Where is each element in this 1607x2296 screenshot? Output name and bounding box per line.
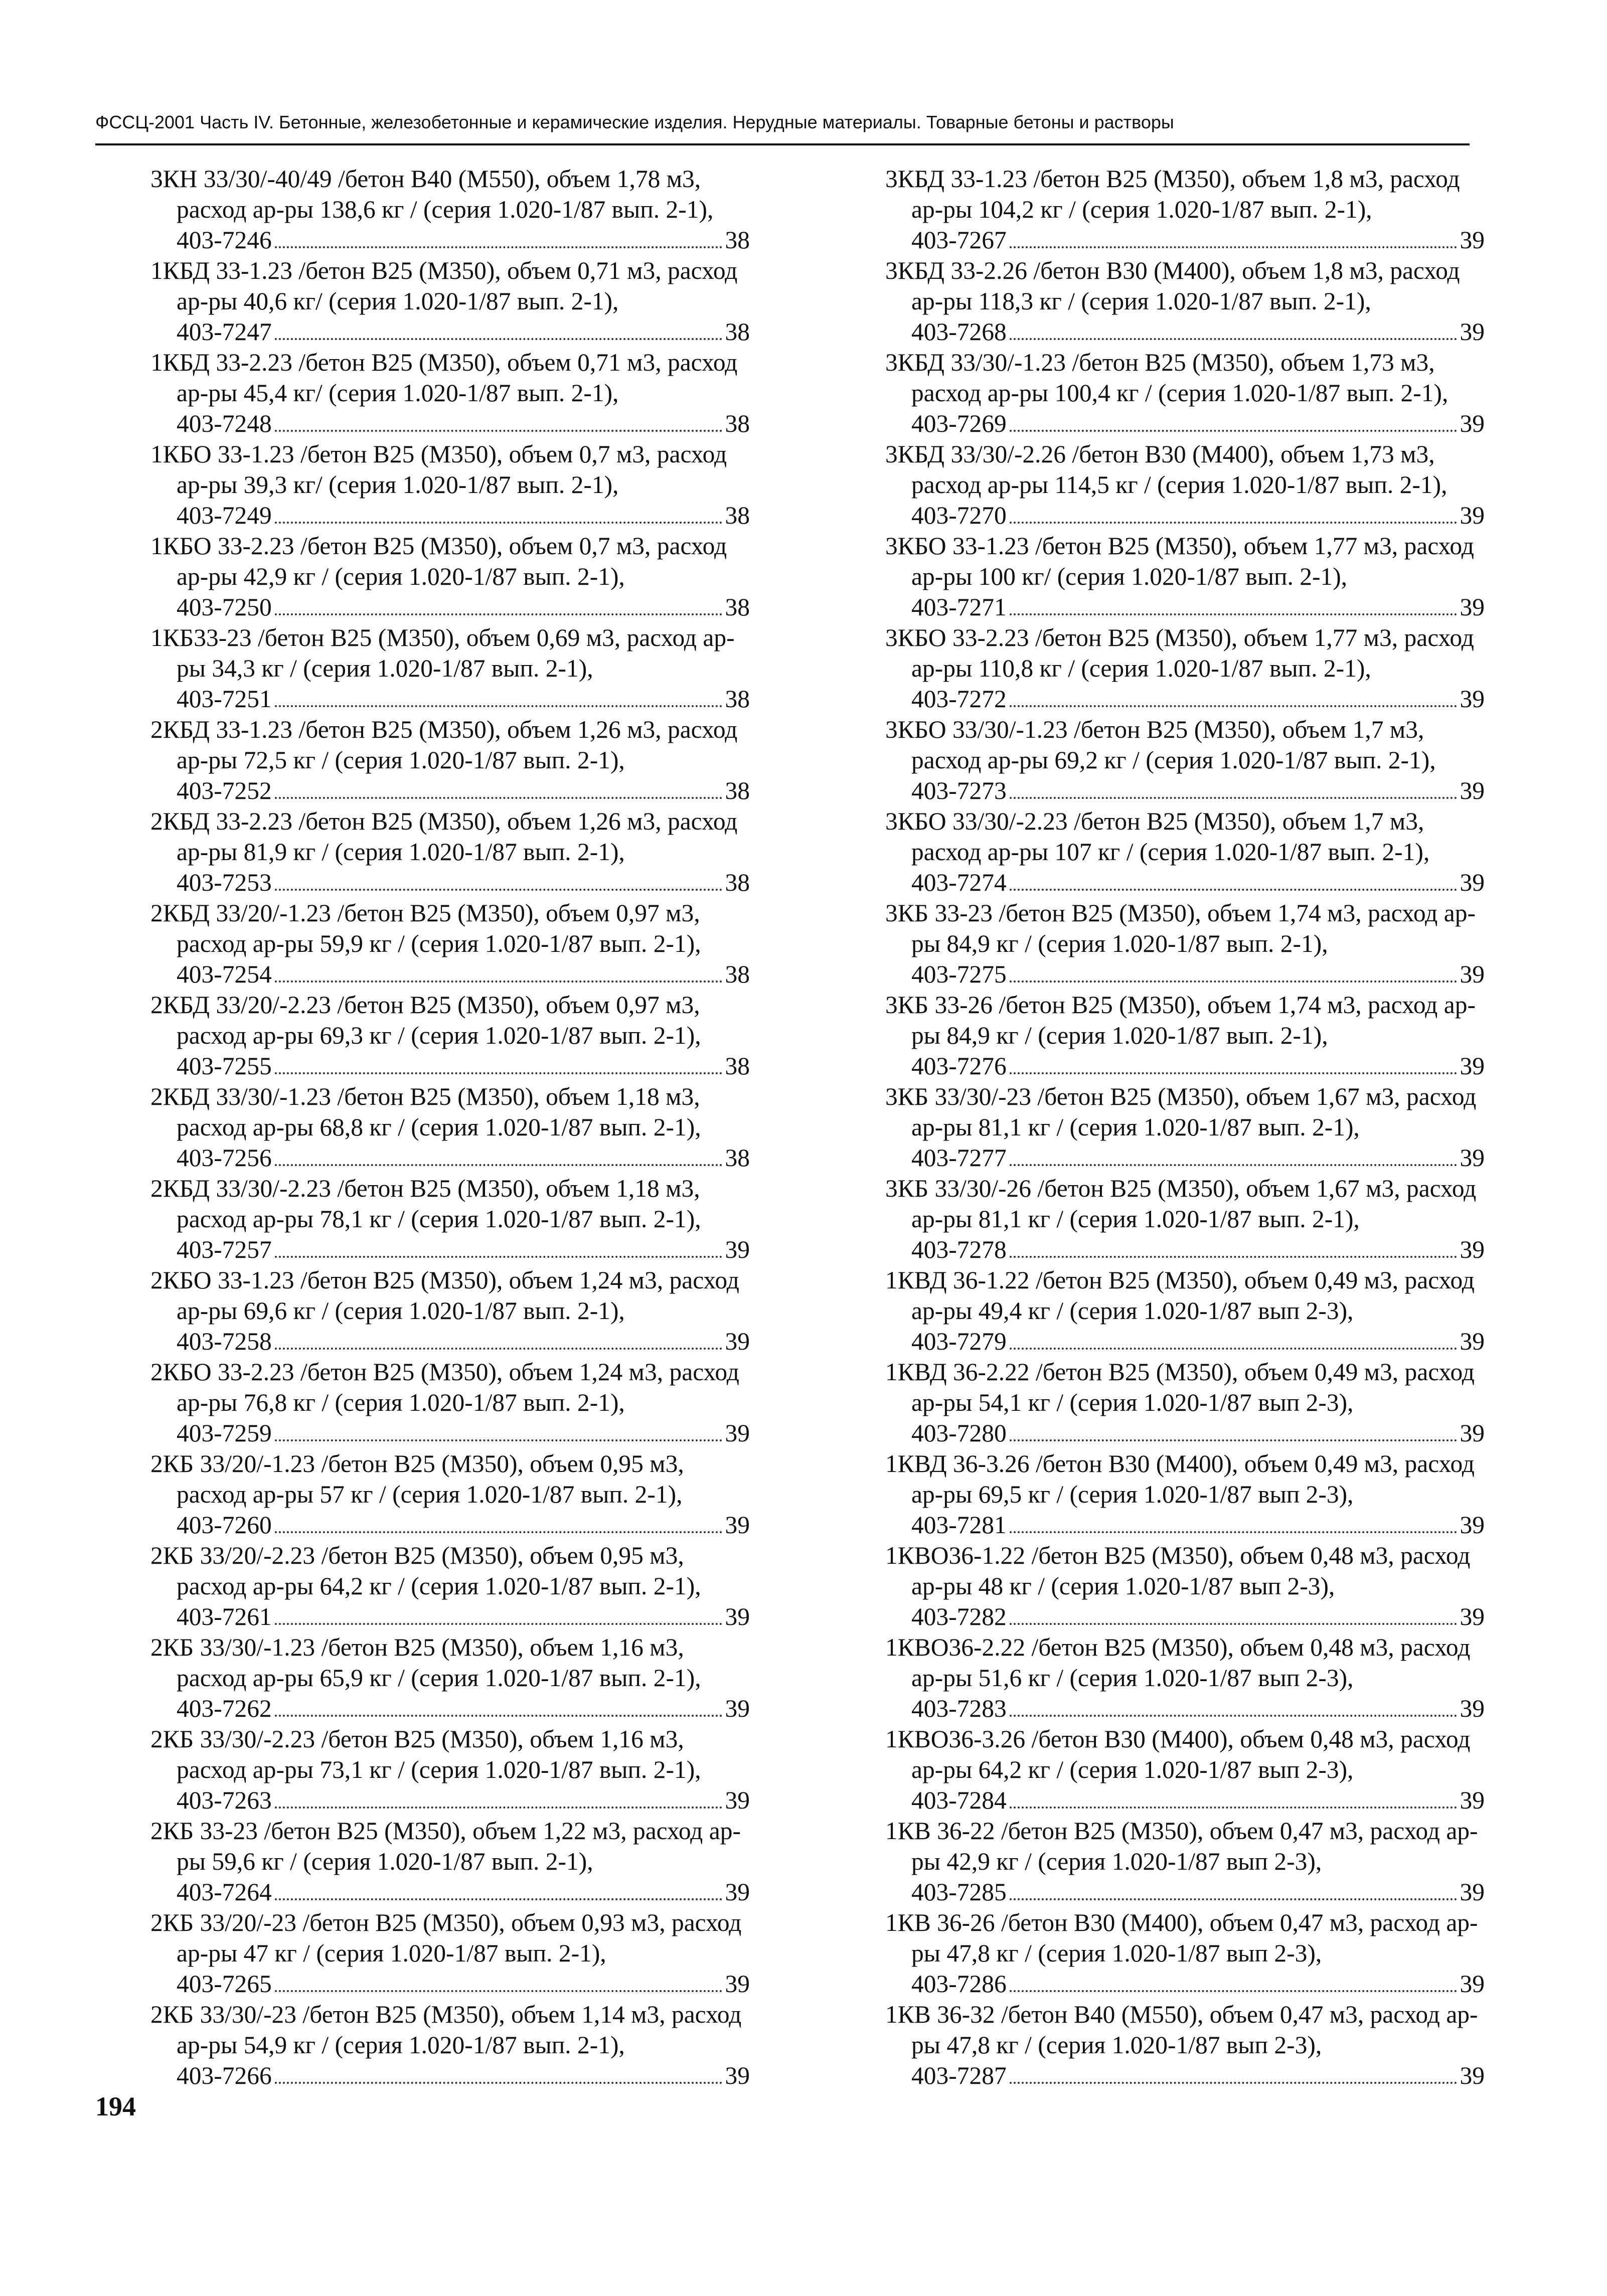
entry-code: 403-7263: [177, 1786, 272, 1814]
entry-code-line: [177, 959, 750, 990]
entry-code-line: [911, 1234, 1485, 1265]
entry-page: 39: [1460, 318, 1485, 346]
page-number: 194: [95, 2091, 136, 2121]
entry-code-line: [911, 775, 1485, 806]
entry-code-line: [911, 592, 1485, 622]
index-entry: [150, 1173, 750, 1265]
entry-description: 1КВ 36-32 /бетон В40 (М550), объем 0,47 м3, расход ар-ры 47,8 кг / (серия 1.020-1/87 вып 2-3),: [885, 2001, 1478, 2059]
entry-page: 39: [1460, 1236, 1485, 1263]
entry-description: 2КБД 33/30/-1.23 /бетон В25 (М350), объем 1,18 м3, расход ар-ры 68,8 кг / (серия 1.020-1/87 вып. 2-1),: [150, 1083, 701, 1141]
dot-leader: [275, 338, 722, 340]
entry-code-line: [177, 316, 750, 347]
entry-code: 403-7259: [177, 1419, 272, 1447]
index-entry: [885, 1265, 1485, 1357]
entry-description: 2КБО 33-2.23 /бетон В25 (М350), объем 1,24 м3, расход ар-ры 76,8 кг / (серия 1.020-1/87 вып. 2-1),: [150, 1358, 739, 1416]
dot-leader: [1010, 1164, 1457, 1166]
entry-code-line: [911, 1326, 1485, 1357]
dot-leader: [1010, 246, 1457, 248]
dot-leader: [1010, 1898, 1457, 1900]
entry-code: 403-7286: [911, 1970, 1007, 1998]
entry-code: 403-7249: [177, 502, 272, 529]
entry-code: 403-7257: [177, 1236, 272, 1263]
dot-leader: [1010, 797, 1457, 799]
entry-page: 39: [1460, 1511, 1485, 1539]
entry-code-line: [177, 225, 750, 255]
entry-code: 403-7270: [911, 502, 1007, 529]
entry-code-line: [911, 1969, 1485, 1999]
dot-leader: [1010, 1715, 1457, 1717]
entry-code: 403-7265: [177, 1970, 272, 1998]
entry-code-line: [911, 1418, 1485, 1448]
entry-code-line: [911, 1693, 1485, 1724]
entry-description: 2КБ 33-23 /бетон В25 (М350), объем 1,22 м3, расход ар-ры 59,6 кг / (серия 1.020-1/87 вып. 2-1),: [150, 1817, 741, 1875]
index-entry: [150, 439, 750, 531]
entry-code: 403-7287: [911, 2062, 1007, 2089]
dot-leader: [1010, 1072, 1457, 1074]
entry-page: 39: [725, 1419, 750, 1447]
index-column-right: [885, 163, 1485, 2091]
entry-page: 38: [725, 777, 750, 804]
dot-leader: [1010, 1531, 1457, 1533]
index-entry: [885, 1081, 1485, 1173]
index-entry: [150, 898, 750, 990]
entry-description: 2КБД 33/30/-2.23 /бетон В25 (М350), объем 1,18 м3, расход ар-ры 78,1 кг / (серия 1.020-1/87 вып. 2-1),: [150, 1175, 701, 1233]
entry-description: 3КБО 33-1.23 /бетон В25 (М350), объем 1,77 м3, расход ар-ры 100 кг/ (серия 1.020-1/87 вып. 2-1),: [885, 532, 1474, 590]
entry-code-line: [911, 1142, 1485, 1173]
header-rule: [95, 143, 1470, 145]
entry-code: 403-7250: [177, 593, 272, 621]
index-entry: [150, 1448, 750, 1540]
entry-description: 2КБД 33-2.23 /бетон В25 (М350), объем 1,26 м3, расход ар-ры 81,9 кг / (серия 1.020-1/87 вып. 2-1),: [150, 807, 738, 866]
entry-code: 403-7283: [911, 1695, 1007, 1722]
entry-code: 403-7276: [911, 1052, 1007, 1080]
entry-page: 39: [1460, 1878, 1485, 1906]
entry-description: 3КН 33/30/-40/49 /бетон В40 (М550), объем 1,78 м3, расход ар-ры 138,6 кг / (серия 1.020-1/87 вып. 2-1),: [150, 165, 714, 223]
entry-code: 403-7275: [911, 960, 1007, 988]
entry-code: 403-7271: [911, 593, 1007, 621]
entry-page: 39: [1460, 410, 1485, 437]
entry-page: 39: [725, 1878, 750, 1906]
entry-description: 1КВД 36-2.22 /бетон В25 (М350), объем 0,49 м3, расход ар-ры 54,1 кг / (серия 1.020-1/87 вып 2-3),: [885, 1358, 1475, 1416]
entry-page: 39: [1460, 1328, 1485, 1355]
dot-leader: [275, 1072, 722, 1074]
entry-description: 1КВ 36-22 /бетон В25 (М350), объем 0,47 м3, расход ар-ры 42,9 кг / (серия 1.020-1/87 вып 2-3),: [885, 1817, 1478, 1875]
entry-description: 2КБ 33/20/-1.23 /бетон В25 (М350), объем 0,95 м3, расход ар-ры 57 кг / (серия 1.020-1/87 вып. 2-1),: [150, 1450, 684, 1508]
dot-leader: [275, 1348, 722, 1350]
entry-code-line: [177, 1418, 750, 1448]
entry-page: 38: [725, 410, 750, 437]
dot-leader: [275, 1898, 722, 1900]
entry-code-line: [177, 1969, 750, 1999]
dot-leader: [275, 1990, 722, 1992]
entry-code: 403-7251: [177, 685, 272, 713]
dot-leader: [275, 1623, 722, 1625]
index-entry: [150, 1724, 750, 1816]
index-entry: [150, 622, 750, 714]
index-entry: [885, 898, 1485, 990]
dot-leader: [275, 613, 722, 615]
index-entry: [885, 1999, 1485, 2091]
entry-description: 2КБД 33/20/-2.23 /бетон В25 (М350), объем 0,97 м3, расход ар-ры 69,3 кг / (серия 1.020-1/87 вып. 2-1),: [150, 991, 701, 1049]
entry-description: 3КБД 33/30/-1.23 /бетон В25 (М350), объем 1,73 м3, расход ар-ры 100,4 кг / (серия 1.020-1/87 вып. 2-1),: [885, 349, 1449, 407]
entry-description: 2КБД 33-1.23 /бетон В25 (М350), объем 1,26 м3, расход ар-ры 72,5 кг / (серия 1.020-1/87 вып. 2-1),: [150, 716, 738, 774]
entry-code: 403-7285: [911, 1878, 1007, 1906]
entry-description: 2КБО 33-1.23 /бетон В25 (М350), объем 1,24 м3, расход ар-ры 69,6 кг / (серия 1.020-1/87 вып. 2-1),: [150, 1266, 739, 1325]
dot-leader: [1010, 338, 1457, 340]
index-entry: [885, 531, 1485, 622]
entry-description: 1КБД 33-2.23 /бетон В25 (М350), объем 0,71 м3, расход ар-ры 45,4 кг/ (серия 1.020-1/87 вып. 2-1),: [150, 349, 738, 407]
entry-code: 403-7252: [177, 777, 272, 804]
index-entry: [150, 990, 750, 1081]
entry-code-line: [911, 2060, 1485, 2091]
entry-code-line: [177, 1877, 750, 1907]
entry-page: 38: [725, 869, 750, 896]
entry-code-line: [177, 500, 750, 531]
entry-code: 403-7268: [911, 318, 1007, 346]
entry-code-line: [177, 592, 750, 622]
entry-code-line: [911, 316, 1485, 347]
entry-code-line: [177, 684, 750, 714]
entry-page: 39: [1460, 869, 1485, 896]
entry-description: 1КВО36-2.22 /бетон В25 (М350), объем 0,48 м3, расход ар-ры 51,6 кг / (серия 1.020-1/87 вып 2-3),: [885, 1633, 1471, 1692]
dot-leader: [275, 705, 722, 707]
index-entry: [885, 1448, 1485, 1540]
entry-description: 2КБ 33/30/-1.23 /бетон В25 (М350), объем 1,16 м3, расход ар-ры 65,9 кг / (серия 1.020-1/87 вып. 2-1),: [150, 1633, 701, 1692]
entry-code: 403-7269: [911, 410, 1007, 437]
entry-description: 3КБ 33-23 /бетон В25 (М350), объем 1,74 м3, расход ар-ры 84,9 кг / (серия 1.020-1/87 вып. 2-1),: [885, 899, 1476, 957]
entry-page: 39: [725, 1236, 750, 1263]
entry-description: 1КВО36-3.26 /бетон В30 (М400), объем 0,48 м3, расход ар-ры 64,2 кг / (серия 1.020-1/87 вып 2-3),: [885, 1725, 1471, 1783]
entry-page: 39: [1460, 226, 1485, 254]
dot-leader: [1010, 1256, 1457, 1258]
index-entry: [150, 1540, 750, 1632]
entry-code: 403-7247: [177, 318, 272, 346]
entry-description: 1КВД 36-1.22 /бетон В25 (М350), объем 0,49 м3, расход ар-ры 49,4 кг / (серия 1.020-1/87 вып 2-3),: [885, 1266, 1475, 1325]
index-entry: [885, 714, 1485, 806]
entry-description: 3КБ 33/30/-23 /бетон В25 (М350), объем 1,67 м3, расход ар-ры 81,1 кг / (серия 1.020-1/87 вып. 2-1),: [885, 1083, 1477, 1141]
entry-page: 39: [725, 2062, 750, 2089]
entry-description: 3КБО 33-2.23 /бетон В25 (М350), объем 1,77 м3, расход ар-ры 110,8 кг / (серия 1.020-1/87 вып. 2-1),: [885, 624, 1474, 682]
index-entry: [150, 1357, 750, 1448]
index-entry: [885, 439, 1485, 531]
entry-code: 403-7254: [177, 960, 272, 988]
entry-description: 3КБ 33/30/-26 /бетон В25 (М350), объем 1,67 м3, расход ар-ры 81,1 кг / (серия 1.020-1/87 вып. 2-1),: [885, 1175, 1477, 1233]
entry-code-line: [177, 1510, 750, 1540]
entry-code: 403-7258: [177, 1328, 272, 1355]
dot-leader: [275, 1439, 722, 1441]
index-entry: [150, 347, 750, 439]
entry-code-line: [911, 867, 1485, 898]
dot-leader: [275, 797, 722, 799]
index-entry: [885, 1540, 1485, 1632]
dot-leader: [275, 430, 722, 432]
entry-page: 38: [725, 1144, 750, 1172]
entry-page: 39: [725, 1786, 750, 1814]
entry-code-line: [177, 1142, 750, 1173]
entry-code: 403-7261: [177, 1603, 272, 1630]
dot-leader: [275, 1256, 722, 1258]
dot-leader: [1010, 430, 1457, 432]
dot-leader: [1010, 1623, 1457, 1625]
entry-description: 3КБД 33-1.23 /бетон В25 (М350), объем 1,8 м3, расход ар-ры 104,2 кг / (серия 1.020-1/87 вып. 2-1),: [885, 165, 1460, 223]
dot-leader: [1010, 522, 1457, 524]
entry-code: 403-7281: [911, 1511, 1007, 1539]
index-entry: [885, 1907, 1485, 1999]
entry-code-line: [177, 1051, 750, 1081]
entry-code: 403-7282: [911, 1603, 1007, 1630]
entry-code-line: [177, 1785, 750, 1816]
dot-leader: [1010, 889, 1457, 891]
entry-code-line: [177, 1234, 750, 1265]
entry-code: 403-7262: [177, 1695, 272, 1722]
entry-page: 38: [725, 960, 750, 988]
entry-page: 39: [1460, 1603, 1485, 1630]
running-header: ФССЦ-2001 Часть IV. Бетонные, железобетонные и керамические изделия. Нерудные материалы. Товарные бетоны и растворы: [95, 112, 1174, 132]
entry-code-line: [911, 959, 1485, 990]
dot-leader: [275, 2082, 722, 2084]
dot-leader: [1010, 705, 1457, 707]
dot-leader: [275, 1715, 722, 1717]
index-entry: [885, 990, 1485, 1081]
entry-page: 39: [1460, 1419, 1485, 1447]
entry-code-line: [911, 1051, 1485, 1081]
index-entry: [885, 1632, 1485, 1724]
entry-description: 1КБО 33-1.23 /бетон В25 (М350), объем 0,7 м3, расход ар-ры 39,3 кг/ (серия 1.020-1/87 вып. 2-1),: [150, 440, 727, 499]
entry-code: 403-7280: [911, 1419, 1007, 1447]
index-entry: [150, 806, 750, 898]
entry-page: 39: [1460, 1144, 1485, 1172]
dot-leader: [275, 1164, 722, 1166]
entry-code: 403-7274: [911, 869, 1007, 896]
entry-code: 403-7272: [911, 685, 1007, 713]
entry-code: 403-7273: [911, 777, 1007, 804]
entry-code: 403-7248: [177, 410, 272, 437]
entry-code: 403-7266: [177, 2062, 272, 2089]
dot-leader: [275, 889, 722, 891]
entry-code-line: [911, 684, 1485, 714]
entry-page: 38: [725, 318, 750, 346]
entry-description: 3КБД 33-2.26 /бетон В30 (М400), объем 1,8 м3, расход ар-ры 118,3 кг / (серия 1.020-1/87 вып. 2-1),: [885, 257, 1460, 315]
entry-description: 3КБ 33-26 /бетон В25 (М350), объем 1,74 м3, расход ар-ры 84,9 кг / (серия 1.020-1/87 вып. 2-1),: [885, 991, 1476, 1049]
entry-code-line: [177, 1601, 750, 1632]
dot-leader: [1010, 1807, 1457, 1809]
entry-code-line: [911, 1877, 1485, 1907]
entry-code: 403-7278: [911, 1236, 1007, 1263]
index-entry: [150, 1907, 750, 1999]
entry-code-line: [911, 1510, 1485, 1540]
entry-page: 38: [725, 593, 750, 621]
index-entry: [885, 1173, 1485, 1265]
entry-page: 39: [1460, 685, 1485, 713]
index-entry: [885, 622, 1485, 714]
entry-code: 403-7255: [177, 1052, 272, 1080]
entry-page: 38: [725, 685, 750, 713]
entry-page: 39: [725, 1328, 750, 1355]
index-entry: [150, 163, 750, 255]
index-entry: [150, 1265, 750, 1357]
entry-page: 39: [1460, 1052, 1485, 1080]
index-entry: [150, 531, 750, 622]
dot-leader: [1010, 1348, 1457, 1350]
dot-leader: [275, 1807, 722, 1809]
entry-description: 2КБД 33/20/-1.23 /бетон В25 (М350), объем 0,97 м3, расход ар-ры 59,9 кг / (серия 1.020-1/87 вып. 2-1),: [150, 899, 701, 957]
dot-leader: [1010, 613, 1457, 615]
entry-description: 1КБД 33-1.23 /бетон В25 (М350), объем 0,71 м3, расход ар-ры 40,6 кг/ (серия 1.020-1/87 вып. 2-1),: [150, 257, 738, 315]
entry-code-line: [177, 408, 750, 439]
entry-code-line: [911, 1601, 1485, 1632]
entry-description: 2КБ 33/30/-23 /бетон В25 (М350), объем 1,14 м3, расход ар-ры 54,9 кг / (серия 1.020-1/87 вып. 2-1),: [150, 2001, 742, 2059]
entry-page: 39: [1460, 1970, 1485, 1998]
entry-code-line: [177, 1693, 750, 1724]
entry-description: 1КВО36-1.22 /бетон В25 (М350), объем 0,48 м3, расход ар-ры 48 кг / (серия 1.020-1/87 вып 2-3),: [885, 1542, 1471, 1600]
dot-leader: [275, 1531, 722, 1533]
dot-leader: [275, 522, 722, 524]
dot-leader: [1010, 1990, 1457, 1992]
entry-page: 39: [725, 1511, 750, 1539]
entry-description: 1КБ33-23 /бетон В25 (М350), объем 0,69 м3, расход ар-ры 34,3 кг / (серия 1.020-1/87 вып. 2-1),: [150, 624, 735, 682]
entry-code: 403-7284: [911, 1786, 1007, 1814]
entry-code-line: [177, 1326, 750, 1357]
entry-page: 39: [725, 1970, 750, 1998]
entry-code-line: [177, 775, 750, 806]
dot-leader: [275, 246, 722, 248]
index-entry: [150, 1816, 750, 1907]
entry-code: 403-7246: [177, 226, 272, 254]
entry-code-line: [911, 1785, 1485, 1816]
entry-description: 1КВ 36-26 /бетон В30 (М400), объем 0,47 м3, расход ар-ры 47,8 кг / (серия 1.020-1/87 вып 2-3),: [885, 1909, 1478, 1967]
entry-page: 39: [1460, 593, 1485, 621]
entry-code: 403-7267: [911, 226, 1007, 254]
index-entry: [885, 255, 1485, 347]
index-entry: [885, 1816, 1485, 1907]
entry-description: 3КБО 33/30/-2.23 /бетон В25 (М350), объем 1,7 м3, расход ар-ры 107 кг / (серия 1.020-1/87 вып. 2-1),: [885, 807, 1430, 866]
entry-code: 403-7264: [177, 1878, 272, 1906]
entry-page: 38: [725, 226, 750, 254]
entry-page: 39: [1460, 1786, 1485, 1814]
entry-description: 3КБД 33/30/-2.26 /бетон В30 (М400), объем 1,73 м3, расход ар-ры 114,5 кг / (серия 1.020-1/87 вып. 2-1),: [885, 440, 1448, 499]
entry-code: 403-7253: [177, 869, 272, 896]
dot-leader: [275, 980, 722, 982]
index-entry: [885, 1724, 1485, 1816]
index-entry: [885, 806, 1485, 898]
entry-page: 39: [1460, 1695, 1485, 1722]
entry-page: 39: [1460, 960, 1485, 988]
entry-code: 403-7260: [177, 1511, 272, 1539]
index-entry: [150, 1632, 750, 1724]
entry-page: 39: [725, 1695, 750, 1722]
entry-description: 1КБО 33-2.23 /бетон В25 (М350), объем 0,7 м3, расход ар-ры 42,9 кг / (серия 1.020-1/87 вып. 2-1),: [150, 532, 727, 590]
entry-page: 39: [725, 1603, 750, 1630]
index-entry: [150, 714, 750, 806]
index-entry: [885, 163, 1485, 255]
entry-code-line: [911, 500, 1485, 531]
index-entry: [150, 1999, 750, 2091]
entry-code: 403-7279: [911, 1328, 1007, 1355]
entry-code-line: [911, 225, 1485, 255]
dot-leader: [1010, 1439, 1457, 1441]
entry-page: 38: [725, 1052, 750, 1080]
index-column-left: [150, 163, 750, 2091]
entry-code-line: [911, 408, 1485, 439]
entry-description: 3КБО 33/30/-1.23 /бетон В25 (М350), объем 1,7 м3, расход ар-ры 69,2 кг / (серия 1.020-1/87 вып. 2-1),: [885, 716, 1436, 774]
index-entry: [150, 1081, 750, 1173]
entry-description: 1КВД 36-3.26 /бетон В30 (М400), объем 0,49 м3, расход ар-ры 69,5 кг / (серия 1.020-1/87 вып 2-3),: [885, 1450, 1475, 1508]
entry-code-line: [177, 867, 750, 898]
index-entry: [885, 1357, 1485, 1448]
entry-code-line: [177, 2060, 750, 2091]
entry-code: 403-7256: [177, 1144, 272, 1172]
entry-description: 2КБ 33/20/-23 /бетон В25 (М350), объем 0,93 м3, расход ар-ры 47 кг / (серия 1.020-1/87 вып. 2-1),: [150, 1909, 742, 1967]
dot-leader: [1010, 980, 1457, 982]
entry-page: 39: [1460, 2062, 1485, 2089]
entry-page: 38: [725, 502, 750, 529]
index-entry: [885, 347, 1485, 439]
index-entry: [150, 255, 750, 347]
dot-leader: [1010, 2082, 1457, 2084]
entry-page: 39: [1460, 777, 1485, 804]
entry-code: 403-7277: [911, 1144, 1007, 1172]
entry-description: 2КБ 33/20/-2.23 /бетон В25 (М350), объем 0,95 м3, расход ар-ры 64,2 кг / (серия 1.020-1/87 вып. 2-1),: [150, 1542, 701, 1600]
entry-description: 2КБ 33/30/-2.23 /бетон В25 (М350), объем 1,16 м3, расход ар-ры 73,1 кг / (серия 1.020-1/87 вып. 2-1),: [150, 1725, 701, 1783]
entry-page: 39: [1460, 502, 1485, 529]
